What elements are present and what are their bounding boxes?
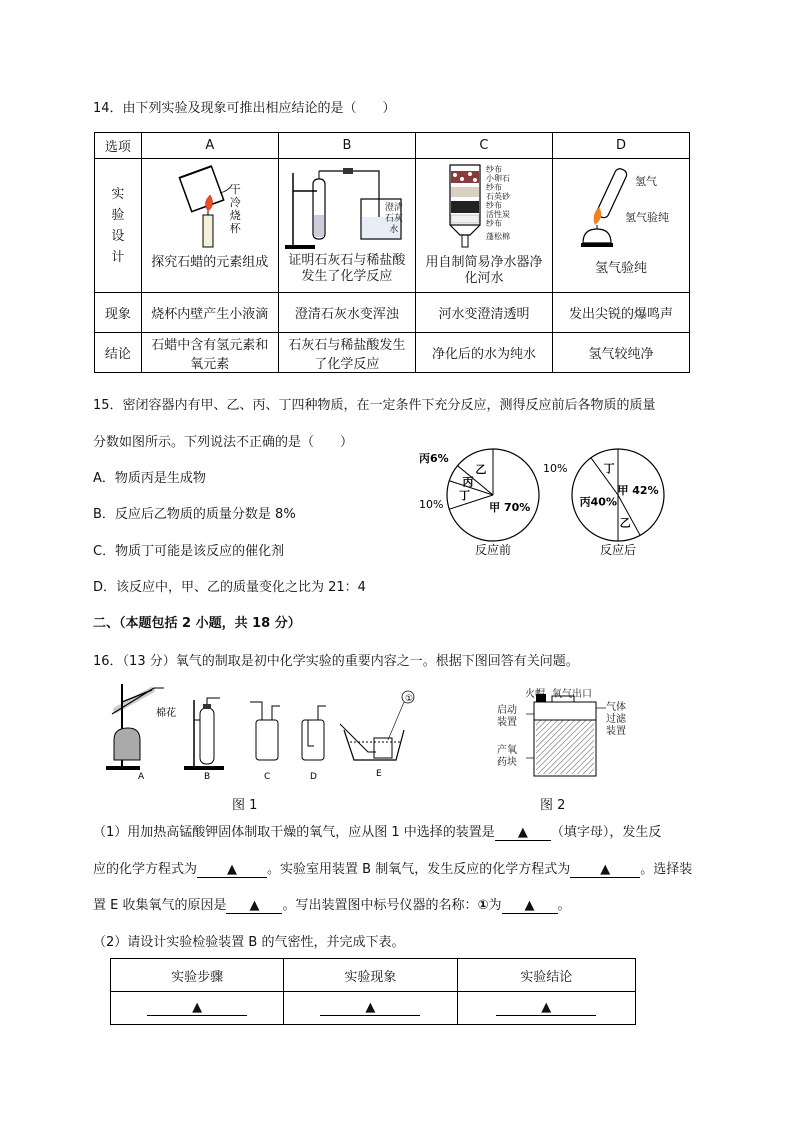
label-b: B (204, 772, 211, 780)
label-gauze-3: 纱布 (485, 200, 502, 210)
q15-option-d[interactable]: D．该反应中，甲、乙的质量变化之比为 21：4 (93, 580, 366, 595)
q14-header-d: D (552, 133, 689, 159)
label-quartz-sand: 石英砂 (485, 191, 510, 201)
q14-header-b: B (278, 133, 415, 159)
q15-stem-line2: 分数如图所示。下列说法不正确的是（ ） (93, 435, 354, 450)
q16-p1-line3: 置 E 收集氧气的原因是 ▲ 。写出装置图中标号仪器的名称：①为 ▲ 。 (93, 898, 571, 913)
label-limewater: 澄清 石灰 水 (384, 202, 403, 235)
q15-option-c[interactable]: C．物质丁可能是该反应的催化剂 (93, 544, 285, 559)
label-oxygen-outlet: 氧气出口 (552, 689, 592, 700)
conclusion-d: 氢气较纯净 (552, 333, 689, 373)
q14-design-b (278, 159, 415, 293)
conclusion-b: 石灰石与稀盐酸发生了化学反应 (278, 333, 415, 373)
apparatus-a (106, 684, 164, 770)
q16-p1-line2: 应的化学方程式为 ▲ 。实验室用装置 B 制氧气，发生反应的化学方程式为 ▲ 。选择装 (93, 862, 693, 877)
label-dry-cold-beaker: 干 冷 烧 杯 (229, 182, 241, 235)
conclusion-c: 净化后的水为纯水 (415, 333, 552, 373)
q15-option-b[interactable]: B．反应后乙物质的质量分数是 8% (93, 507, 296, 522)
label-hydrogen-test: 氢气验纯 (624, 210, 669, 224)
caption-d: 氢气验纯 (594, 260, 647, 276)
label-cotton: 棉花 (156, 708, 176, 719)
figure-1-caption: 图 1 (232, 798, 258, 813)
pie-before-title: 反应前 (474, 543, 512, 557)
q14-row-label-phenomenon: 现象 (95, 293, 142, 333)
pie-label-丙: 丙 (462, 475, 474, 489)
answer-cell-conclusion[interactable]: ▲ (457, 992, 636, 1025)
q14-design-d (552, 159, 689, 293)
answer-blank-reason[interactable]: ▲ (226, 898, 282, 914)
filter-layer-labels (486, 165, 510, 241)
q14-design-a (141, 159, 278, 293)
q14-row-label-design: 实 验 设 计 (95, 159, 142, 293)
label-a: A (138, 772, 145, 780)
label-gauze-2: 纱布 (485, 182, 502, 192)
apparatus-b (184, 698, 224, 770)
apparatus-d (302, 706, 326, 760)
conclusion-a: 石蜡中含有氢元素和氧元素 (141, 333, 278, 373)
label-cotton: 蓬松棉 (485, 231, 510, 241)
q16-p1-line1: （1）用加热高锰酸钾固体制取干燥的氧气，应从图 1 中选择的装置是 ▲ （填字母），发生反 (93, 825, 662, 840)
q14-header-option: 选项 (95, 133, 142, 159)
caption-c: 用自制简易净水器净化河水 (425, 254, 543, 286)
q16-stem: 16．（13 分）氧气的制取是初中化学实验的重要内容之一。根据下图回答有关问题。 (93, 654, 579, 669)
label-pebble: 小卵石 (485, 173, 510, 183)
answer-blank-instrument[interactable]: ▲ (502, 898, 558, 914)
header-phenomena: 实验现象 (284, 959, 457, 992)
label-d: D (310, 772, 317, 780)
q14-table (94, 132, 690, 373)
apparatus-c (250, 702, 280, 760)
label-activated-carbon: 活性炭 (485, 209, 510, 219)
q16-p2: （2）请设计实验检验装置 B 的气密性，并完成下表。 (93, 935, 405, 950)
label-hydrogen: 氢气 (634, 174, 657, 188)
q15-stem-line1: 15．密闭容器内有甲、乙、丙、丁四种物质，在一定条件下充分反应，测得反应前后各物质的质量 (93, 398, 656, 413)
pie-label-甲: 甲 70% (489, 501, 531, 515)
label-marker-1: ① (405, 694, 414, 704)
pie-after-ding-percent: 10% (543, 462, 568, 475)
q16-airtightness-table (110, 958, 636, 1025)
label-c: C (264, 772, 271, 780)
answer-blank-equation-b[interactable]: ▲ (570, 862, 640, 878)
pie-label-丁: 丁 (458, 489, 470, 502)
q14-header-a: A (141, 133, 278, 159)
q14-stem: 14．由下列实验及现象可推出相应结论的是（ ） (93, 101, 396, 116)
phenomenon-c: 河水变澄清透明 (415, 293, 552, 333)
q14-row-label-conclusion: 结论 (95, 333, 142, 373)
label-e: E (376, 769, 382, 779)
phenomenon-a: 烧杯内壁产生小液滴 (141, 293, 278, 333)
pie-label-乙: 乙 (475, 463, 487, 477)
pie-label-乙: 乙 (619, 516, 631, 530)
pie-before (419, 449, 539, 541)
label-gauze-4: 纱布 (485, 218, 502, 228)
answer-cell-steps[interactable]: ▲ (111, 992, 284, 1025)
q14-header-c: C (415, 133, 552, 159)
pie-label-丁: 丁 (603, 461, 615, 475)
caption-a: 探究石蜡的元素组成 (151, 254, 269, 270)
q15-pie-charts (405, 440, 695, 565)
figure-2-caption: 图 2 (540, 798, 566, 813)
candle-beaker-diagram (172, 163, 262, 249)
pie-before-bing-percent: 丙6% (419, 452, 449, 465)
pie-label-丙: 丙40% (579, 495, 617, 509)
label-gas-filter: 气体 过滤 装置 (606, 702, 626, 737)
answer-blank-equation-kmno4[interactable]: ▲ (197, 862, 267, 878)
answer-cell-phenomena[interactable]: ▲ (284, 992, 457, 1025)
phenomenon-b: 澄清石灰水变浑浊 (278, 293, 415, 333)
phenomenon-d: 发出尖锐的爆鸣声 (552, 293, 689, 333)
label-start-device: 启动 装置 (497, 705, 517, 728)
pie-after (543, 449, 664, 541)
figure-1-apparatus (100, 680, 430, 780)
section-2-heading: 二、（本题包括 2 小题，共 18 分） (93, 616, 301, 631)
caption-b: 证明石灰石与稀盐酸发生了化学反应 (288, 252, 406, 284)
apparatus-e (340, 691, 414, 760)
label-oxygen-block: 产氧 药块 (497, 745, 517, 768)
q15-option-a[interactable]: A．物质丙是生成物 (93, 471, 206, 486)
pie-label-甲: 甲 42% (617, 483, 659, 497)
q14-design-c (415, 159, 552, 293)
label-gauze-1: 纱布 (485, 164, 502, 174)
pie-before-ding-percent: 10% (419, 498, 444, 511)
pie-after-title: 反应后 (599, 543, 637, 557)
answer-blank-device[interactable]: ▲ (495, 825, 551, 841)
header-conclusion: 实验结论 (457, 959, 636, 992)
label-cap: 火帽 (525, 689, 545, 700)
header-steps: 实验步骤 (111, 959, 284, 992)
